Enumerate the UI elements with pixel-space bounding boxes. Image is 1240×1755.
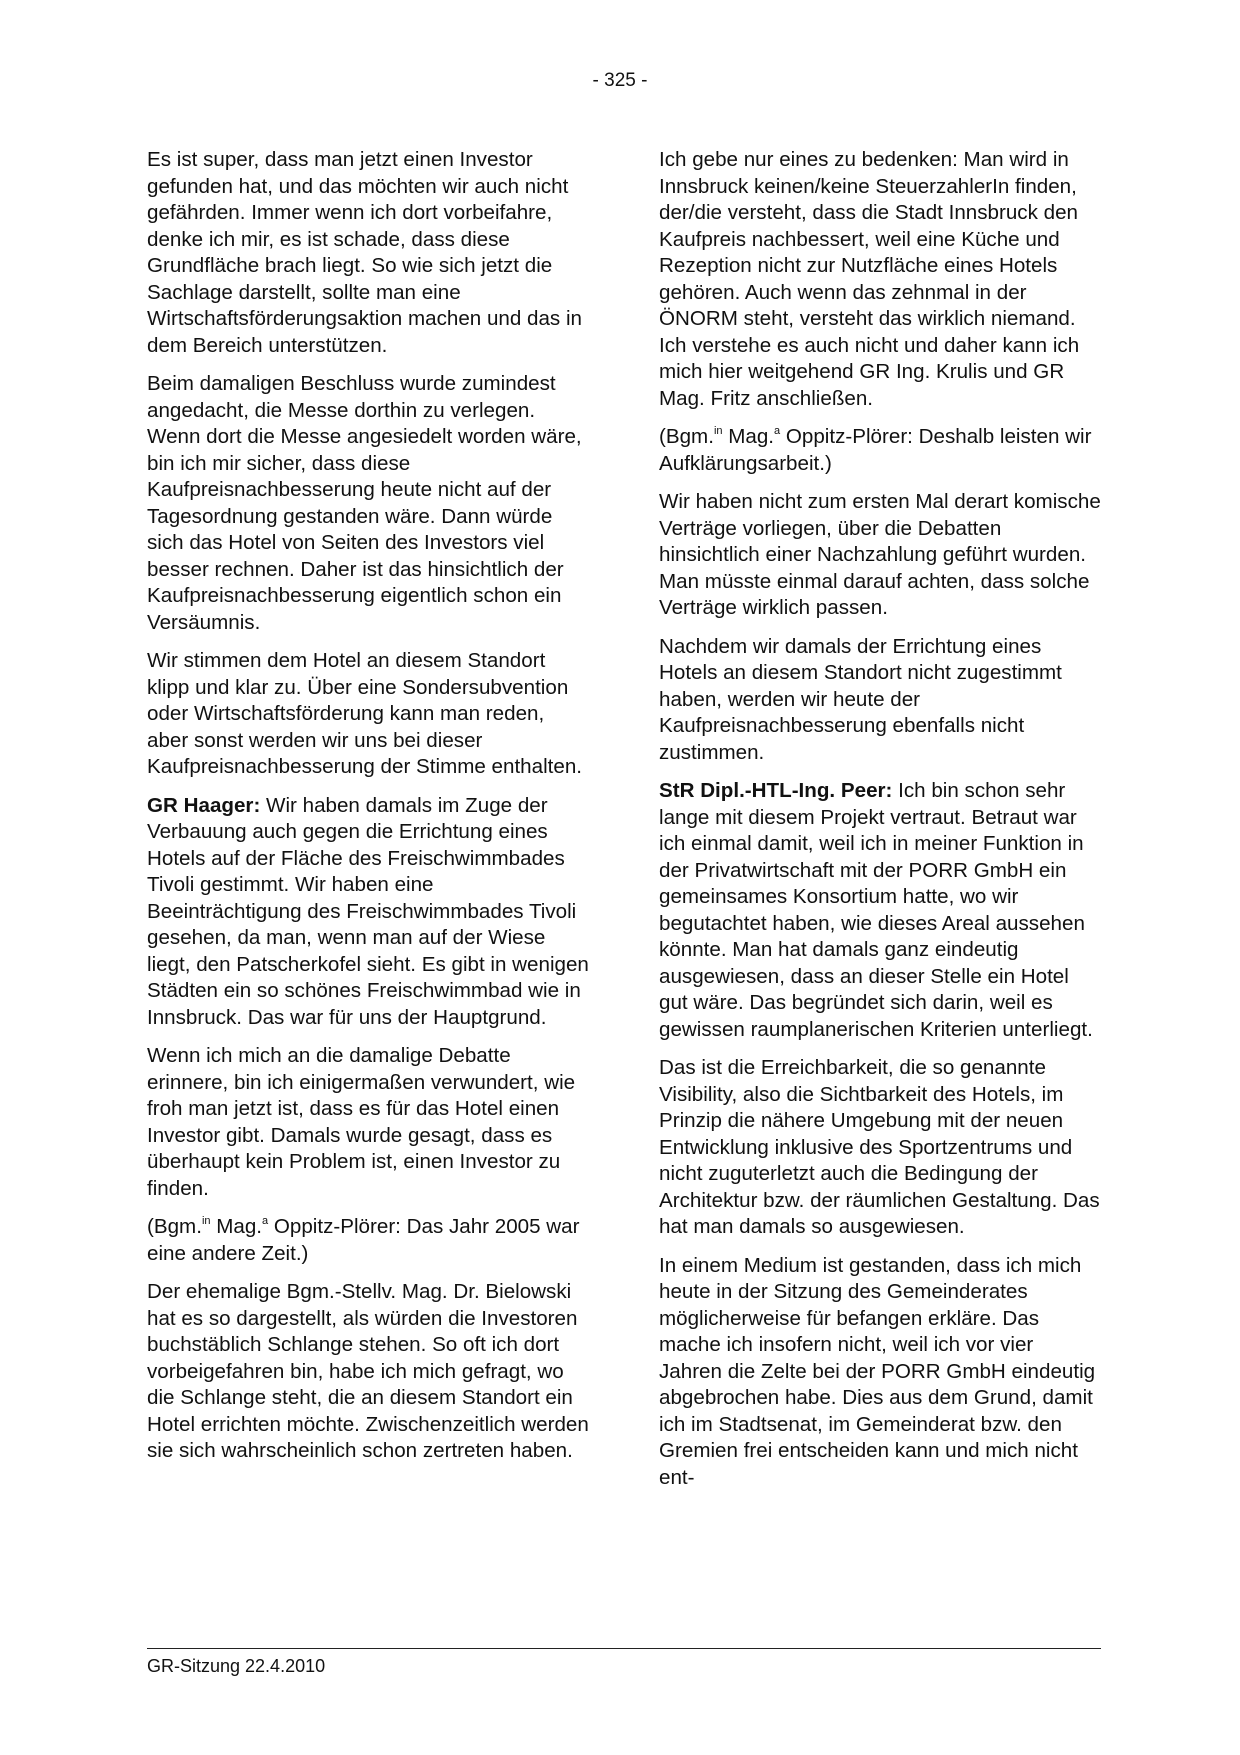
speech-paragraph bbox=[147, 793, 589, 1032]
interjection: (Bgm.$^{in}$ Mag.$^a$ Oppitz-Plörer: Deshalb leisten wir Aufklärungsarbeit.) bbox=[659, 425, 1092, 475]
left-column bbox=[147, 147, 589, 1477]
paragraph: Nachdem wir damals der Errichtung eines Hotels an diesem Standort nicht zugestimmt haben, werden wir heute der Kaufpreisnachbesserung ebenfalls nicht zustimmen. bbox=[659, 634, 1062, 764]
footer-divider bbox=[147, 1648, 1101, 1649]
paragraph: Beim damaligen Beschluss wurde zumindest angedacht, die Messe dorthin zu verlegen. Wenn dort die Messe angesiedelt worden wäre, bin ich mir sicher, dass diese Kaufpreisnachbesserung heute nicht auf der Tagesordnung gestanden wäre. Dann würde sich das Hotel von Seiten des Investors viel besser rechnen. Daher ist das hinsichtlich der Kaufpreisnachbesserung eigentlich schon ein Versäumnis. bbox=[147, 372, 582, 634]
speaker-name: GR Haager: bbox=[147, 793, 261, 817]
page-number: - 325 - bbox=[592, 70, 648, 91]
footer-text: GR-Sitzung 22.4.2010 bbox=[147, 1656, 326, 1676]
paragraph: Wenn ich mich an die damalige Debatte erinnere, bin ich einigermaßen verwundert, wie froh man jetzt ist, dass es für das Hotel einen Investor gibt. Damals wurde gesagt, dass es überhaupt kein Problem ist, einen Investor zu finden. bbox=[147, 1044, 576, 1200]
paragraph: Der ehemalige Bgm.-Stellv. Mag. Dr. Bielowski hat es so dargestellt, als würden die Investoren buchstäblich Schlange stehen. So oft ich dort vorbeigefahren bin, habe ich mich gefragt, wo die Schlange steht, die an diesem Standort ein Hotel errichten möchte. Zwischenzeitlich werden sie sich wahrscheinlich schon zertreten haben. bbox=[147, 1280, 589, 1462]
speech-paragraph bbox=[659, 778, 1101, 1043]
speaker-name: StR Dipl.-HTL-Ing. Peer: bbox=[659, 779, 893, 802]
paragraph: In einem Medium ist gestanden, dass ich mich heute in der Sitzung des Gemeinderates möglicherweise für befangen erkläre. Das mache ich insofern nicht, weil ich vor vier Jahren die Zelte bei der PORR GmbH eindeutig abgebrochen habe. Dies aus dem Grund, damit ich im Stadtsenat, im Gemeinderat bzw. den Gremien frei entscheiden kann und mich nicht ent- bbox=[659, 1253, 1096, 1489]
paragraph: Das ist die Erreichbarkeit, die so genannte Visibility, also die Sichtbarkeit des Hotels, im Prinzip die nähere Umgebung mit der neuen Entwicklung inklusive des Sportzentrums und nicht zuguterletzt auch die Bedingung der Architektur bzw. der räumlichen Gestaltung. Das hat man damals so ausgewiesen. bbox=[659, 1056, 1100, 1238]
paragraph: Wir haben nicht zum ersten Mal derart komische Verträge vorliegen, über die Debatten hinsichtlich einer Nachzahlung geführt wurden. Man müsste einmal darauf achten, dass solche Verträge wirklich passen. bbox=[659, 490, 1101, 619]
paragraph: Wir stimmen dem Hotel an diesem Standort klipp und klar zu. Über eine Sondersubvention oder Wirtschaftsförderung kann man reden, aber sonst werden wir uns bei dieser Kaufpreisnachbesserung der Stimme enthalten. bbox=[147, 649, 583, 778]
interjection: (Bgm.$^{in}$ Mag.$^a$ Oppitz-Plörer: Das Jahr 2005 war eine andere Zeit.) bbox=[147, 1215, 580, 1265]
paragraph: Ich gebe nur eines zu bedenken: Man wird in Innsbruck keinen/keine SteuerzahlerIn finden, der/die versteht, dass die Stadt Innsbruck den Kaufpreis nachbessert, weil eine Küche und Rezeption nicht zur Nutzfläche eines Hotels gehören. Auch wenn das zehnmal in der ÖNORM steht, versteht das wirklich niemand. Ich verstehe es auch nicht und daher kann ich mich hier weitgehend GR Ing. Krulis und GR Mag. Fritz anschließen. bbox=[659, 148, 1080, 410]
paragraph: Es ist super, dass man jetzt einen Investor gefunden hat, und das möchten wir auch nicht gefährden. Immer wenn ich dort vorbeifahre, denke ich mir, es ist schade, dass diese Grundfläche brach liegt. So wie sich jetzt die Sachlage darstellt, sollte man eine Wirtschaftsförderungsaktion machen und das in dem Bereich unterstützen. bbox=[147, 148, 582, 357]
speech-text: Wir haben damals im Zuge der Verbauung auch gegen die Errichtung eines Hotels auf der Fläche des Freischwimmbades Tivoli gestimmt. Wir haben eine Beeinträchtigung des Freischwimmbades Tivoli gesehen, da man, wenn man auf der Wiese liegt, den Patscherkofel sieht. Es gibt in wenigen Städten ein so schönes Freischwimmbad wie in Innsbruck. Das war für uns der Hauptgrund. bbox=[147, 793, 589, 1029]
speech-text: Ich bin schon sehr lange mit diesem Projekt vertraut. Betraut war ich einmal damit, weil ich in meiner Funktion in der Privatwirtschaft mit der PORR GmbH ein gemeinsames Konsortium hatte, wo wir begutachtet haben, wie dieses Areal aussehen könnte. Man hat damals ganz eindeutig ausgewiesen, dass an dieser Stelle ein Hotel gut wäre. Das begründet sich darin, weil es gewissen raumplanerischen Kriterien unterliegt. bbox=[659, 779, 1093, 1041]
right-column bbox=[659, 147, 1101, 1503]
